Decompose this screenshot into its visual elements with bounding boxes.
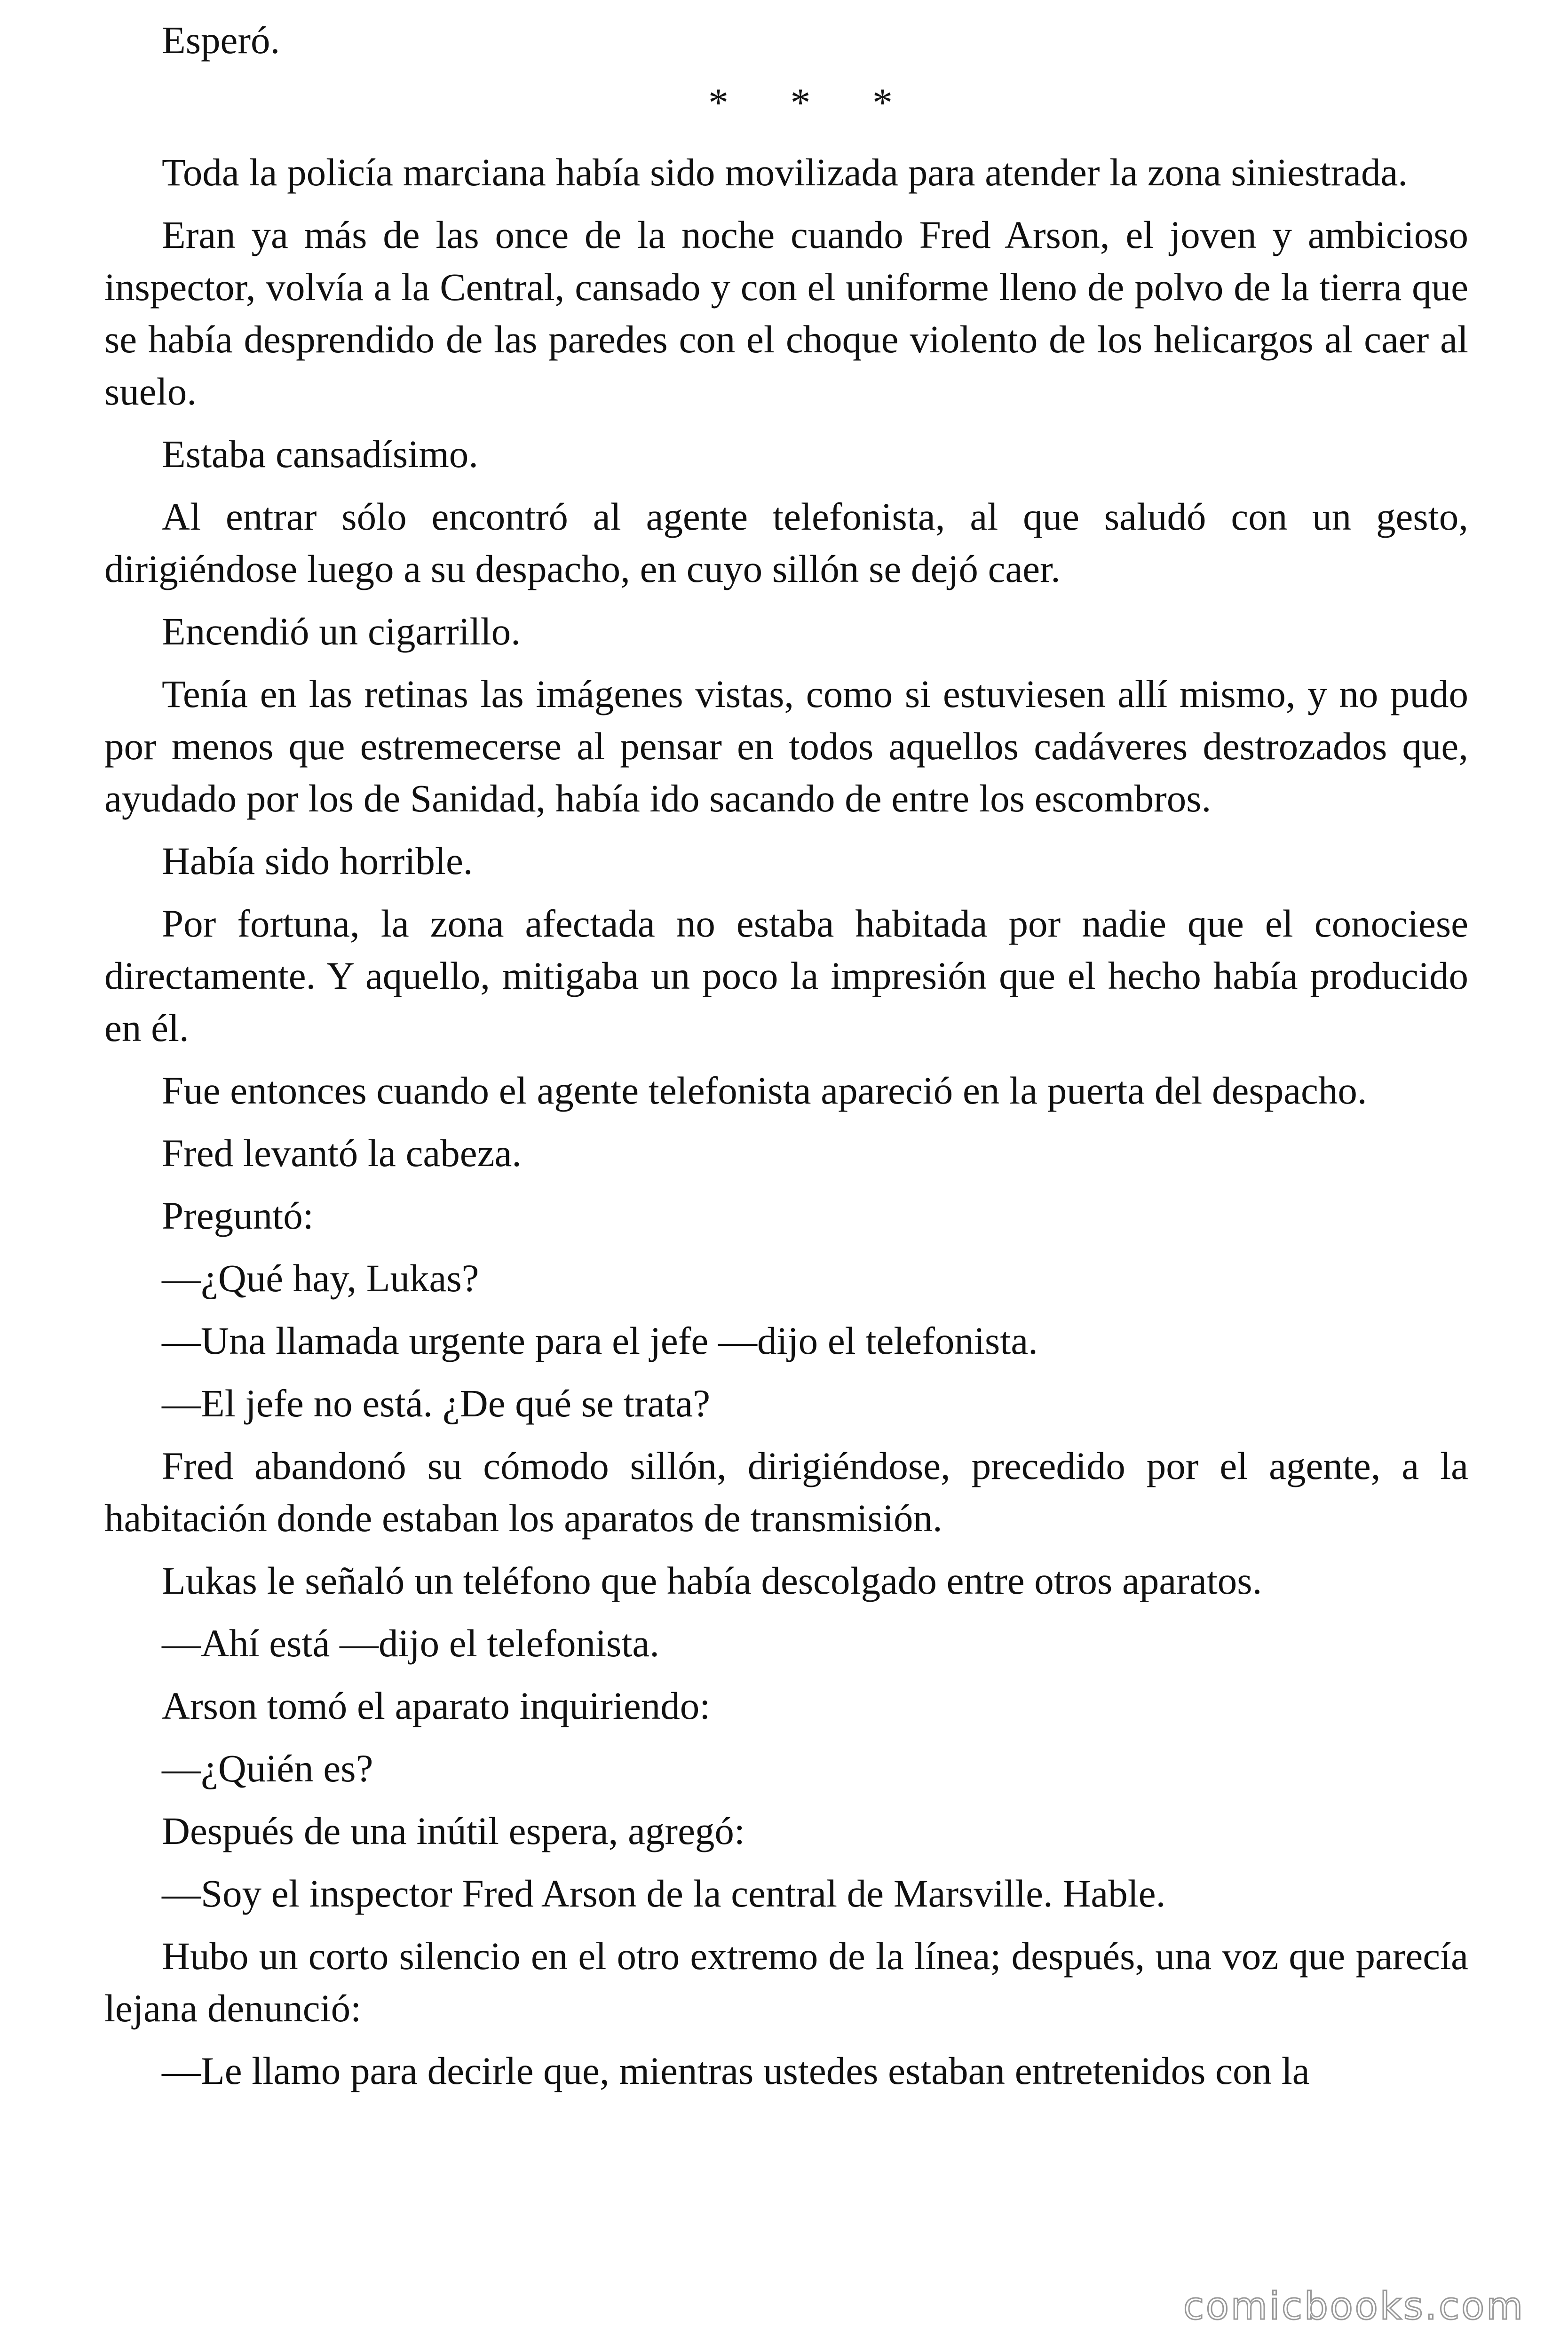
paragraph: Fred abandonó su cómodo sillón, dirigiéndose, precedido por el agente, a la habitación donde estaban los aparatos de transmisión. <box>104 1444 1468 1540</box>
paragraph: Después de una inútil espera, agregó: <box>162 1809 745 1852</box>
paragraph: Estaba cansadísimo. <box>162 432 479 476</box>
paragraph: Encendió un cigarrillo. <box>162 610 521 653</box>
paragraph: Al entrar sólo encontró al agente telefonista, al que saludó con un gesto, dirigiéndose luego a su despacho, en cuyo sillón se dejó caer. <box>104 495 1468 590</box>
paragraph: Fred levantó la cabeza. <box>162 1131 522 1175</box>
paragraph: Lukas le señaló un teléfono que había descolgado entre otros aparatos. <box>162 1559 1262 1602</box>
watermark-logo: comicbooks.com <box>1183 2284 1525 2328</box>
paragraph: Esperó. <box>162 18 280 62</box>
dialogue-line: —¿Qué hay, Lukas? <box>162 1256 479 1300</box>
dialogue-line: —Soy el inspector Fred Arson de la central de Marsville. Hable. <box>162 1872 1166 1915</box>
paragraph: Toda la policía marciana había sido movilizada para atender la zona siniestrada. <box>162 151 1408 194</box>
paragraph: Arson tomó el aparato inquiriendo: <box>162 1684 711 1727</box>
dialogue-line: —¿Quién es? <box>162 1747 373 1790</box>
dialogue-line: —Ahí está —dijo el telefonista. <box>162 1621 660 1665</box>
paragraph: Tenía en las retinas las imágenes vistas, como si estuviesen allí mismo, y no pudo por menos que estremecerse al pensar en todos aquellos cadáveres destrozados que, ayudado por los de Sanidad, había ido sacando de entre los escombros. <box>104 672 1468 820</box>
dialogue-line: —Le llamo para decirle que, mientras ustedes estaban entretenidos con la <box>162 2049 1310 2092</box>
paragraph: Había sido horrible. <box>162 839 473 882</box>
text-column <box>104 14 1468 2107</box>
paragraph: Preguntó: <box>162 1194 314 1237</box>
paragraph: Por fortuna, la zona afectada no estaba habitada por nadie que el conociese directamente. Y aquello, mitigaba un poco la impresión que el hecho había producido en él. <box>104 902 1468 1049</box>
dialogue-line: —El jefe no está. ¿De qué se trata? <box>162 1382 711 1425</box>
dialogue-line: —Una llamada urgente para el jefe —dijo el telefonista. <box>162 1319 1038 1362</box>
paragraph: Eran ya más de las once de la noche cuando Fred Arson, el joven y ambicioso inspector, volvía a la Central, cansado y con el uniforme lleno de polvo de la tierra que se había desprendido de las paredes con el choque violento de los helicargos al caer al suelo. <box>104 213 1468 413</box>
paragraph: Hubo un corto silencio en el otro extremo de la línea; después, una voz que parecía lejana denunció: <box>104 1934 1468 2030</box>
section-separator: * * * <box>708 80 893 125</box>
paragraph: Fue entonces cuando el agente telefonista apareció en la puerta del despacho. <box>162 1069 1367 1112</box>
